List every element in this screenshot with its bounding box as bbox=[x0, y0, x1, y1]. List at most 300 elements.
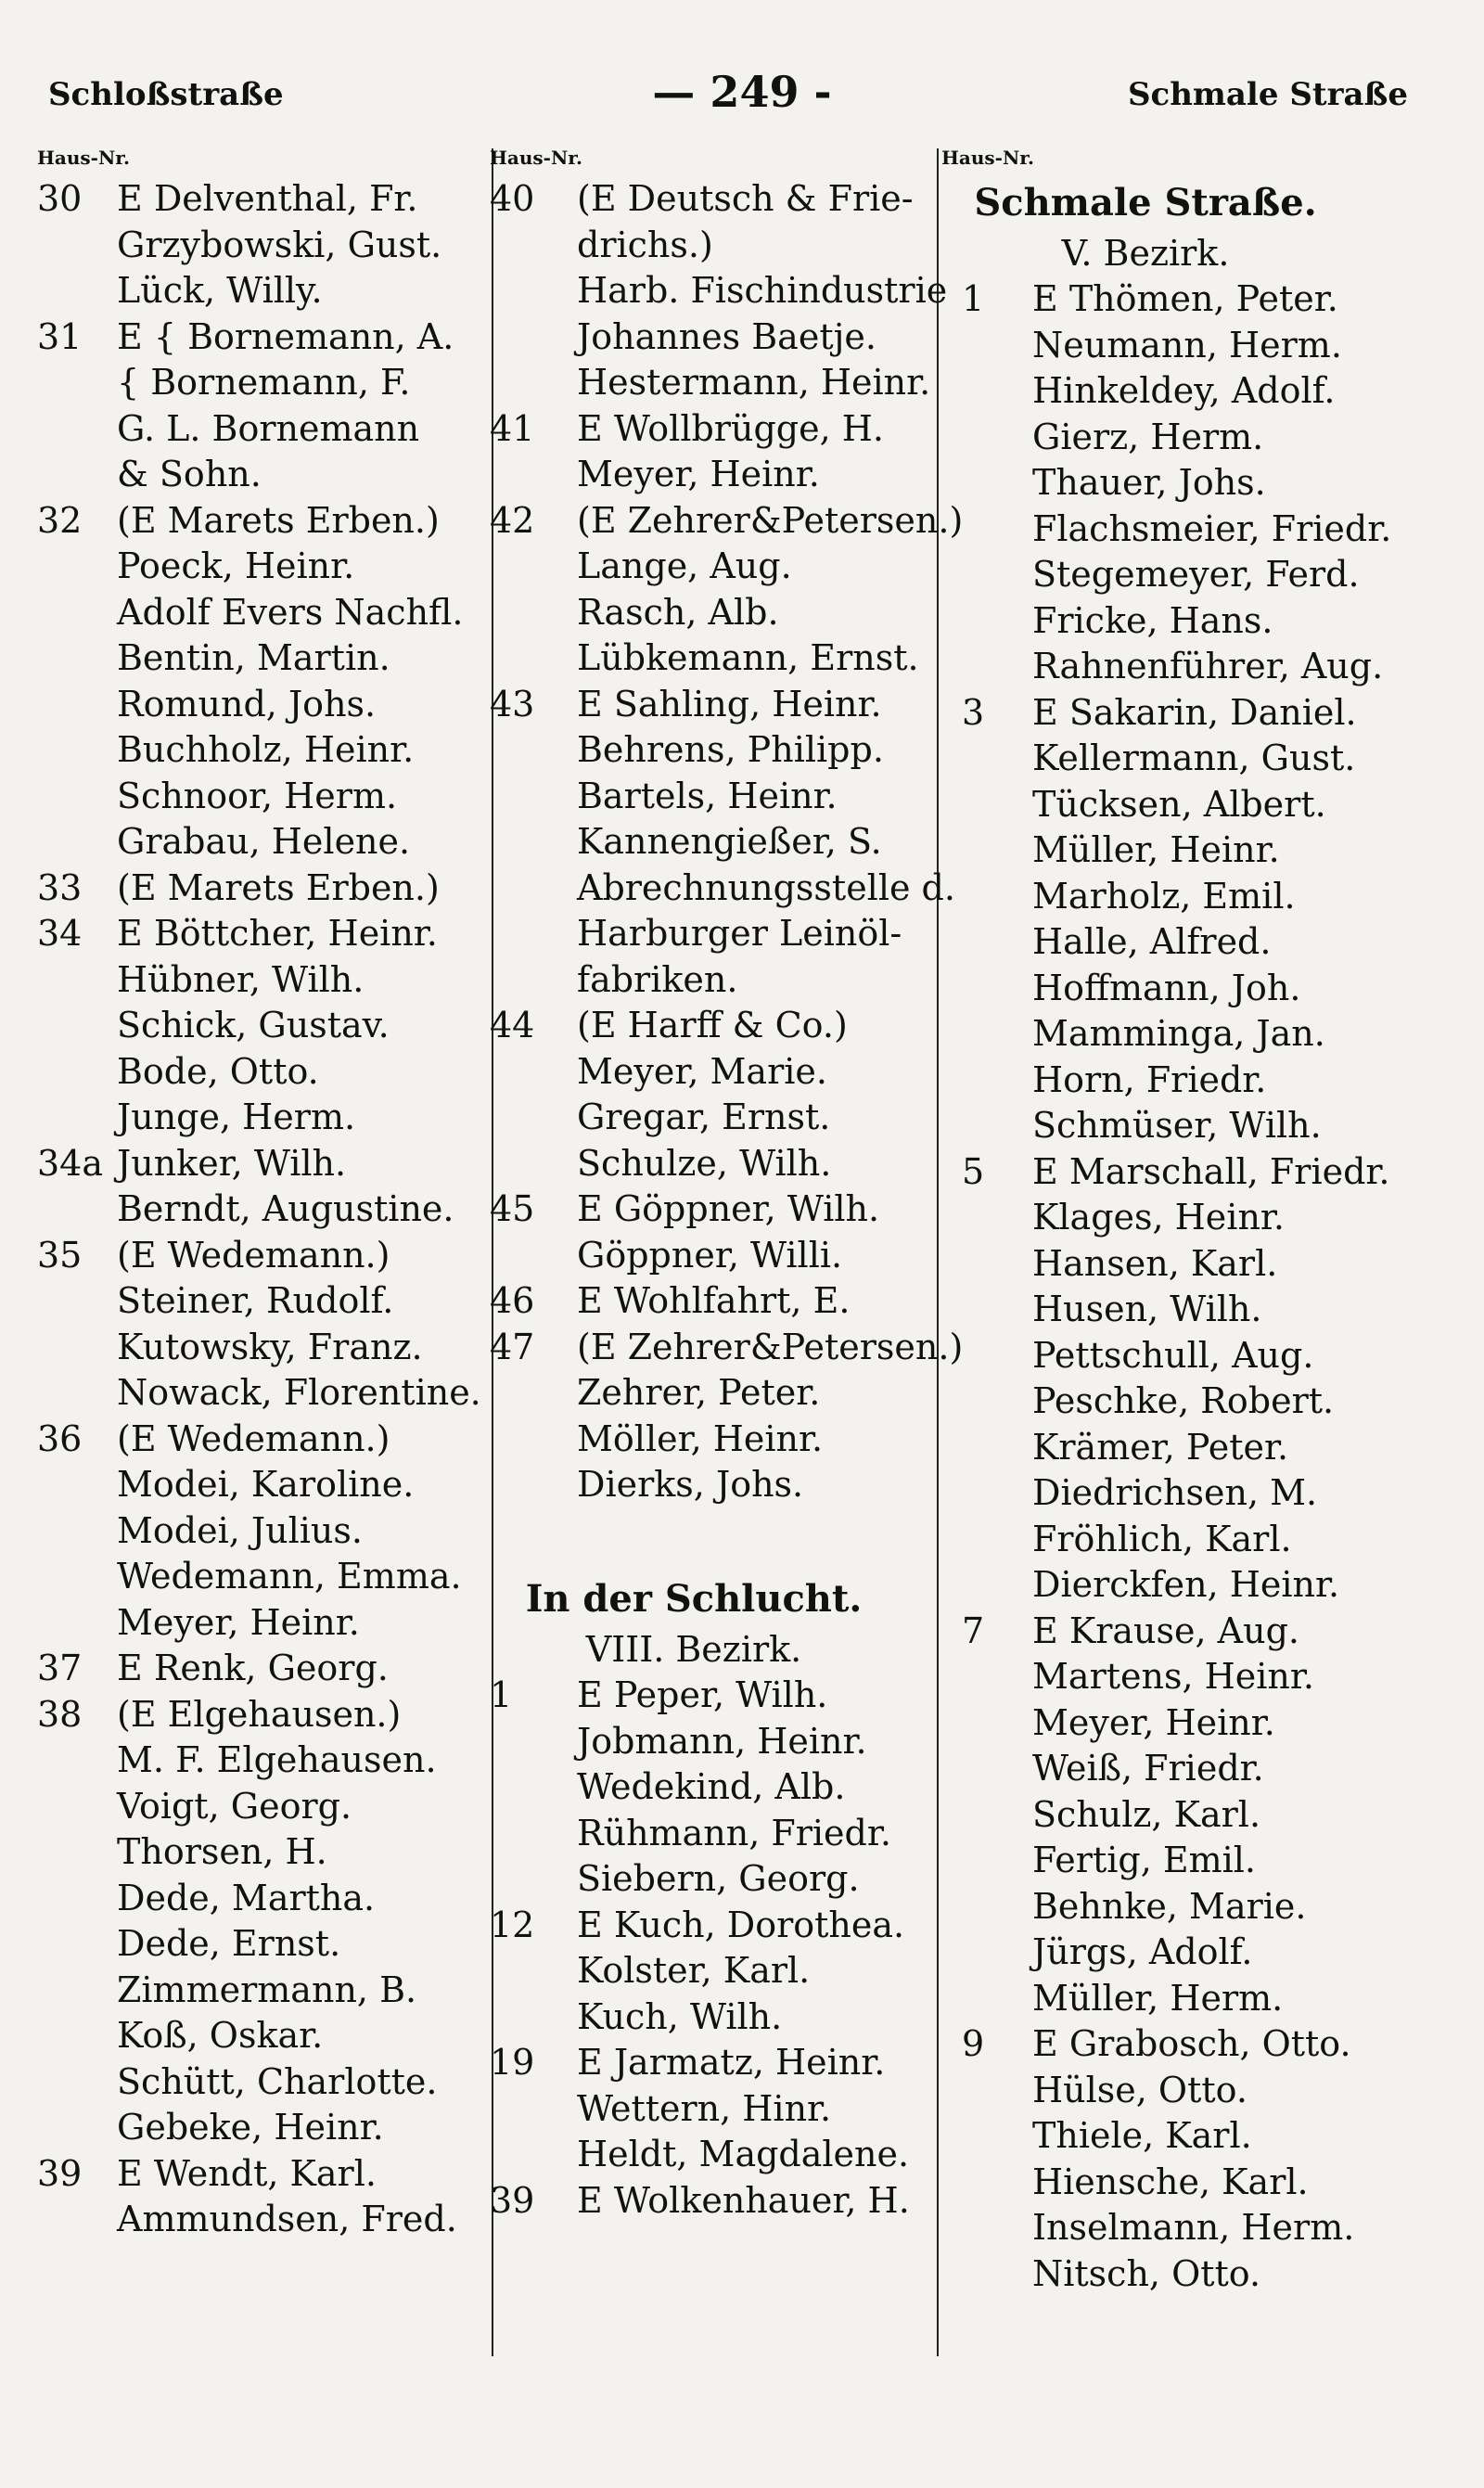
house-number: 31 bbox=[37, 315, 83, 357]
resident-name: Hansen, Karl. bbox=[1032, 1242, 1278, 1284]
resident-name: Inselmann, Herm. bbox=[1032, 2207, 1355, 2248]
list-item bbox=[37, 1325, 492, 1371]
resident-name: Jobmann, Heinr. bbox=[577, 1720, 867, 1762]
list-item bbox=[490, 544, 931, 590]
resident-name: Abrechnungsstelle d. bbox=[577, 866, 955, 908]
list-item bbox=[490, 1994, 931, 2041]
house-number: 40 bbox=[490, 178, 535, 219]
resident-name: Rasch, Alb. bbox=[577, 591, 779, 633]
list-item bbox=[941, 690, 1442, 737]
list-item bbox=[941, 1379, 1442, 1425]
resident-name: Dede, Ernst. bbox=[117, 1923, 341, 1964]
house-number: 34a bbox=[37, 1142, 104, 1184]
list-item bbox=[37, 1968, 492, 2014]
resident-name: E Göppner, Wilh. bbox=[577, 1188, 880, 1229]
list-item bbox=[37, 1554, 492, 1600]
resident-name: Stegemeyer, Ferd. bbox=[1032, 554, 1360, 595]
resident-name: Dede, Martha. bbox=[117, 1877, 376, 1918]
house-number: 36 bbox=[37, 1417, 83, 1459]
list-item bbox=[37, 1646, 492, 1692]
house-number: 19 bbox=[490, 2042, 535, 2083]
list-item bbox=[37, 452, 492, 498]
list-item bbox=[37, 406, 492, 453]
resident-name: M. F. Elgehausen. bbox=[117, 1739, 437, 1780]
header-right-street: Schmale Straße bbox=[1127, 76, 1408, 113]
list-item bbox=[37, 1095, 492, 1141]
resident-name: Lück, Willy. bbox=[117, 270, 323, 311]
list-item bbox=[941, 2068, 1442, 2114]
list-item bbox=[490, 819, 931, 866]
entry-list bbox=[490, 1673, 931, 2224]
resident-name: (E Harff & Co.) bbox=[577, 1005, 848, 1045]
list-item bbox=[490, 1811, 931, 1857]
list-item bbox=[941, 736, 1442, 782]
resident-name: Steiner, Rudolf. bbox=[117, 1280, 394, 1321]
resident-name: Schnoor, Herm. bbox=[117, 775, 398, 816]
list-item bbox=[490, 590, 931, 636]
resident-name: fabriken. bbox=[577, 958, 738, 1000]
list-item bbox=[37, 1049, 492, 1096]
resident-name: Wettern, Hinr. bbox=[577, 2087, 832, 2129]
house-number: 39 bbox=[37, 2152, 83, 2194]
resident-name: Bentin, Martin. bbox=[117, 637, 390, 678]
resident-name: Lübkemann, Ernst. bbox=[577, 637, 919, 678]
resident-name: Fröhlich, Karl. bbox=[1032, 1518, 1292, 1559]
list-item bbox=[490, 360, 931, 406]
list-item bbox=[37, 1278, 492, 1325]
house-number: 37 bbox=[37, 1648, 83, 1688]
list-item bbox=[941, 1425, 1442, 1471]
resident-name: Kuch, Wilh. bbox=[577, 1995, 783, 2037]
list-item bbox=[37, 2105, 492, 2151]
list-item bbox=[941, 2160, 1442, 2206]
list-item bbox=[490, 1325, 964, 1371]
resident-name: Nitsch, Otto. bbox=[1032, 2252, 1261, 2294]
resident-name: Modei, Karoline. bbox=[117, 1464, 415, 1505]
resident-name: E Sahling, Heinr. bbox=[577, 683, 882, 725]
resident-name: Thorsen, H. bbox=[117, 1831, 327, 1872]
house-number: 42 bbox=[490, 499, 535, 541]
resident-name: { Bornemann, F. bbox=[117, 362, 411, 403]
house-number: 30 bbox=[37, 178, 83, 219]
list-item bbox=[490, 2178, 931, 2225]
resident-name: Gebeke, Heinr. bbox=[117, 2107, 384, 2148]
list-item bbox=[490, 2040, 931, 2086]
list-item bbox=[37, 1508, 492, 1555]
list-item bbox=[941, 1011, 1442, 1058]
list-item bbox=[37, 1417, 492, 1463]
house-number: 12 bbox=[490, 1904, 535, 1945]
resident-name: Dierks, Johs. bbox=[577, 1464, 804, 1505]
section-title: Schmale Straße. bbox=[974, 181, 1317, 224]
resident-name: (E Zehrer&Petersen.) bbox=[577, 499, 964, 541]
resident-name: Zimmermann, B. bbox=[117, 1969, 417, 2010]
column-1 bbox=[37, 139, 492, 2243]
resident-name: E Böttcher, Heinr. bbox=[117, 913, 438, 954]
resident-name: Kannengießer, S. bbox=[577, 821, 882, 862]
resident-name: (E Marets Erben.) bbox=[117, 866, 440, 908]
list-item bbox=[490, 866, 955, 912]
list-item bbox=[37, 1600, 492, 1647]
list-item bbox=[490, 2086, 931, 2133]
list-item bbox=[490, 223, 931, 269]
resident-name: Krämer, Peter. bbox=[1032, 1426, 1289, 1468]
list-item bbox=[37, 727, 492, 774]
list-item bbox=[941, 1103, 1442, 1149]
list-item bbox=[490, 1141, 931, 1187]
resident-name: Schmüser, Wilh. bbox=[1032, 1105, 1322, 1146]
resident-name: Johannes Baetje. bbox=[577, 315, 876, 357]
resident-name: (E Deutsch & Frie- bbox=[577, 178, 914, 219]
resident-name: Junge, Herm. bbox=[117, 1097, 356, 1137]
list-item bbox=[37, 635, 492, 682]
resident-name: E Sakarin, Daniel. bbox=[1032, 691, 1357, 733]
list-item bbox=[37, 2197, 492, 2243]
resident-name: Zehrer, Peter. bbox=[577, 1372, 821, 1413]
resident-name: drichs.) bbox=[577, 224, 713, 265]
resident-name: Horn, Friedr. bbox=[1032, 1058, 1267, 1100]
page-header bbox=[0, 67, 1484, 122]
resident-name: Siebern, Georg. bbox=[577, 1858, 860, 1899]
list-item bbox=[490, 1462, 931, 1508]
resident-name: Wedekind, Alb. bbox=[577, 1766, 846, 1807]
header-left-street: Schloßstraße bbox=[48, 76, 284, 113]
section-title: In der Schlucht. bbox=[525, 1577, 863, 1621]
list-item bbox=[490, 2132, 931, 2178]
resident-name: Hinkeldey, Adolf. bbox=[1032, 370, 1336, 411]
list-item bbox=[37, 1186, 492, 1233]
resident-name: Bode, Otto. bbox=[117, 1050, 319, 1092]
list-item bbox=[490, 1003, 931, 1049]
list-item bbox=[37, 498, 492, 545]
resident-name: E Grabosch, Otto. bbox=[1032, 2023, 1351, 2064]
house-number: 43 bbox=[490, 683, 535, 725]
resident-name: Husen, Wilh. bbox=[1032, 1289, 1262, 1329]
resident-name: Flachsmeier, Friedr. bbox=[1032, 507, 1392, 549]
list-item bbox=[941, 1517, 1442, 1563]
list-item bbox=[941, 1654, 1442, 1700]
resident-name: Weiß, Friedr. bbox=[1032, 1748, 1264, 1789]
list-item bbox=[490, 498, 964, 545]
page-number: — 249 - bbox=[652, 67, 832, 117]
list-item bbox=[941, 874, 1442, 920]
list-item bbox=[490, 1370, 931, 1417]
resident-name: Heldt, Magdalene. bbox=[577, 2134, 910, 2174]
resident-name: G. L. Bornemann bbox=[117, 407, 420, 449]
resident-name: Müller, Herm. bbox=[1032, 1977, 1284, 2019]
resident-name: Thiele, Karl. bbox=[1032, 2115, 1252, 2156]
resident-name: Voigt, Georg. bbox=[117, 1785, 352, 1827]
list-item bbox=[941, 1930, 1442, 1976]
list-item bbox=[941, 1149, 1442, 1196]
house-number: 34 bbox=[37, 913, 83, 954]
resident-name: Hiensche, Karl. bbox=[1032, 2161, 1309, 2202]
resident-name: Modei, Julius. bbox=[117, 1509, 363, 1551]
list-item bbox=[490, 957, 931, 1004]
resident-name: E Peper, Wilh. bbox=[577, 1674, 828, 1715]
list-item bbox=[37, 911, 492, 957]
resident-name: (E Wedemann.) bbox=[117, 1417, 390, 1459]
list-item bbox=[490, 1417, 931, 1463]
list-item bbox=[37, 1692, 492, 1738]
list-item bbox=[941, 919, 1442, 966]
list-item bbox=[941, 827, 1442, 874]
resident-name: Dierckfen, Heinr. bbox=[1032, 1564, 1340, 1605]
resident-name: Junker, Wilh. bbox=[117, 1142, 347, 1184]
list-item bbox=[37, 314, 492, 361]
entry-list bbox=[37, 176, 492, 2243]
list-item bbox=[941, 1287, 1442, 1333]
list-item bbox=[490, 1719, 931, 1765]
resident-name: Tücksen, Albert. bbox=[1032, 783, 1326, 825]
resident-name: Gierz, Herm. bbox=[1032, 416, 1264, 457]
resident-name: E { Bornemann, A. bbox=[117, 315, 454, 357]
resident-name: E Thömen, Peter. bbox=[1032, 278, 1338, 319]
resident-name: Göppner, Willi. bbox=[577, 1234, 843, 1276]
entry-list bbox=[941, 276, 1442, 2297]
list-item bbox=[941, 598, 1442, 645]
list-item bbox=[37, 1233, 492, 1279]
resident-name: Jürgs, Adolf. bbox=[1032, 1931, 1253, 1972]
house-number: 47 bbox=[490, 1326, 535, 1367]
house-number: 33 bbox=[37, 866, 83, 908]
list-item bbox=[490, 1903, 931, 1949]
resident-name: E Krause, Aug. bbox=[1032, 1610, 1299, 1651]
list-item bbox=[37, 1921, 492, 1968]
resident-name: Schick, Gustav. bbox=[117, 1005, 390, 1045]
list-item bbox=[37, 1141, 492, 1187]
list-item bbox=[490, 268, 948, 314]
list-item bbox=[37, 1370, 492, 1417]
list-item bbox=[37, 682, 492, 728]
list-item bbox=[490, 911, 931, 957]
resident-name: Schulz, Karl. bbox=[1032, 1793, 1261, 1835]
list-item bbox=[37, 268, 492, 314]
resident-name: E Wendt, Karl. bbox=[117, 2152, 377, 2194]
resident-name: Möller, Heinr. bbox=[577, 1417, 824, 1459]
resident-name: Ammundsen, Fred. bbox=[117, 2199, 457, 2239]
resident-name: Diedrichsen, M. bbox=[1032, 1472, 1318, 1513]
list-item bbox=[37, 1738, 492, 1784]
list-item bbox=[37, 1003, 492, 1049]
resident-name: Fertig, Emil. bbox=[1032, 1840, 1257, 1880]
resident-name: E Marschall, Friedr. bbox=[1032, 1150, 1390, 1192]
list-item bbox=[941, 2021, 1442, 2068]
house-number: 45 bbox=[490, 1188, 535, 1229]
list-item bbox=[941, 1195, 1442, 1241]
list-item bbox=[941, 1792, 1442, 1839]
resident-name: Harb. Fischindustrie bbox=[577, 270, 948, 311]
section-district: V. Bezirk. bbox=[1061, 233, 1230, 274]
list-item bbox=[490, 406, 931, 453]
resident-name: Marholz, Emil. bbox=[1032, 875, 1296, 917]
house-number: 32 bbox=[37, 499, 83, 541]
resident-name: Kolster, Karl. bbox=[577, 1950, 811, 1991]
list-item bbox=[37, 774, 492, 820]
resident-name: E Wollbrügge, H. bbox=[577, 407, 884, 449]
resident-name: Meyer, Heinr. bbox=[117, 1601, 360, 1643]
resident-name: Hülse, Otto. bbox=[1032, 2069, 1247, 2110]
list-item bbox=[37, 1462, 492, 1508]
resident-name: Mamminga, Jan. bbox=[1032, 1013, 1325, 1054]
resident-name: Meyer, Marie. bbox=[577, 1050, 827, 1092]
list-item bbox=[490, 1049, 931, 1096]
list-item bbox=[490, 774, 931, 820]
resident-name: Meyer, Heinr. bbox=[1032, 1701, 1275, 1743]
list-item bbox=[941, 782, 1442, 828]
resident-name: Romund, Johs. bbox=[117, 683, 377, 725]
house-number-caption: Haus-Nr. bbox=[37, 147, 130, 169]
resident-name: Behrens, Philipp. bbox=[577, 729, 884, 770]
column-divider bbox=[937, 148, 939, 2356]
list-item bbox=[941, 966, 1442, 1012]
resident-name: Gregar, Ernst. bbox=[577, 1097, 831, 1137]
list-item bbox=[37, 866, 492, 912]
house-number: 38 bbox=[37, 1693, 83, 1735]
list-item bbox=[941, 2113, 1442, 2160]
resident-name: Rahnenführer, Aug. bbox=[1032, 646, 1384, 686]
resident-name: Behnke, Marie. bbox=[1032, 1885, 1307, 1927]
section-district: VIII. Bezirk. bbox=[585, 1629, 802, 1670]
resident-name: Hoffmann, Joh. bbox=[1032, 967, 1301, 1008]
resident-name: Hestermann, Heinr. bbox=[577, 362, 931, 403]
list-item bbox=[941, 1976, 1442, 2022]
list-item bbox=[37, 590, 492, 636]
list-item bbox=[37, 1876, 492, 1922]
resident-name: Grzybowski, Gust. bbox=[117, 224, 442, 265]
list-item bbox=[941, 323, 1442, 369]
list-item bbox=[490, 452, 931, 498]
list-item bbox=[941, 1333, 1442, 1379]
list-item bbox=[490, 176, 931, 223]
resident-name: (E Zehrer&Petersen.) bbox=[577, 1326, 964, 1367]
list-item bbox=[490, 314, 931, 361]
house-number: 46 bbox=[490, 1280, 535, 1321]
list-item bbox=[490, 1233, 931, 1279]
resident-name: Thauer, Johs. bbox=[1032, 462, 1266, 503]
list-item bbox=[490, 1673, 931, 1719]
list-item bbox=[941, 1838, 1442, 1884]
resident-name: E Jarmatz, Heinr. bbox=[577, 2042, 886, 2083]
list-item bbox=[37, 1784, 492, 1830]
resident-name: Hübner, Wilh. bbox=[117, 958, 365, 1000]
resident-name: Buchholz, Heinr. bbox=[117, 729, 415, 770]
list-item bbox=[490, 1856, 931, 1903]
resident-name: Pettschull, Aug. bbox=[1032, 1334, 1314, 1376]
house-number-caption: Haus-Nr. bbox=[490, 147, 582, 169]
resident-name: Bartels, Heinr. bbox=[577, 775, 838, 816]
house-number: 39 bbox=[490, 2179, 535, 2221]
entry-list bbox=[490, 176, 964, 1508]
list-item bbox=[941, 507, 1442, 553]
list-item bbox=[941, 460, 1442, 507]
resident-name: Berndt, Augustine. bbox=[117, 1188, 454, 1229]
list-item bbox=[941, 2205, 1442, 2251]
house-number: 1 bbox=[490, 1674, 513, 1715]
resident-name: Harburger Leinöl- bbox=[577, 913, 902, 954]
house-number: 44 bbox=[490, 1005, 535, 1045]
list-item bbox=[37, 819, 492, 866]
list-item bbox=[37, 2013, 492, 2059]
resident-name: Koß, Oskar. bbox=[117, 2015, 324, 2056]
resident-name: Grabau, Helene. bbox=[117, 821, 411, 862]
list-item bbox=[941, 1470, 1442, 1517]
house-number-caption: Haus-Nr. bbox=[941, 147, 1034, 169]
resident-name: (E Elgehausen.) bbox=[117, 1693, 402, 1735]
resident-name: Klages, Heinr. bbox=[1032, 1197, 1285, 1238]
resident-name: Rühmann, Friedr. bbox=[577, 1812, 891, 1853]
resident-name: Schulze, Wilh. bbox=[577, 1142, 832, 1184]
house-number: 35 bbox=[37, 1234, 83, 1276]
list-item bbox=[941, 415, 1442, 461]
list-item bbox=[490, 1764, 931, 1811]
list-item bbox=[941, 644, 1442, 690]
list-item bbox=[941, 2251, 1442, 2298]
resident-name: Adolf Evers Nachfl. bbox=[117, 591, 464, 633]
list-item bbox=[490, 1948, 931, 1994]
house-number: 7 bbox=[962, 1610, 985, 1651]
list-item bbox=[941, 552, 1442, 598]
resident-name: Schütt, Charlotte. bbox=[117, 2060, 438, 2102]
list-item bbox=[37, 544, 492, 590]
list-item bbox=[941, 1700, 1442, 1747]
list-item bbox=[941, 276, 1442, 323]
resident-name: Wedemann, Emma. bbox=[117, 1556, 462, 1597]
list-item bbox=[941, 368, 1442, 415]
list-item bbox=[37, 223, 492, 269]
list-item bbox=[941, 1884, 1442, 1930]
list-item bbox=[37, 2151, 492, 2198]
list-item bbox=[490, 1186, 931, 1233]
list-item bbox=[490, 682, 931, 728]
list-item bbox=[490, 727, 931, 774]
resident-name: Meyer, Heinr. bbox=[577, 454, 820, 494]
resident-name: Fricke, Hans. bbox=[1032, 599, 1273, 641]
column-2 bbox=[490, 139, 964, 2224]
resident-name: E Delventhal, Fr. bbox=[117, 178, 418, 219]
resident-name: Nowack, Florentine. bbox=[117, 1372, 481, 1413]
column-3 bbox=[941, 139, 1442, 2297]
list-item bbox=[37, 1829, 492, 1876]
resident-name: (E Wedemann.) bbox=[117, 1234, 390, 1276]
resident-name: E Wolkenhauer, H. bbox=[577, 2179, 910, 2221]
list-item bbox=[941, 1746, 1442, 1792]
resident-name: Kutowsky, Franz. bbox=[117, 1326, 423, 1367]
house-number: 41 bbox=[490, 407, 535, 449]
resident-name: E Renk, Georg. bbox=[117, 1648, 389, 1688]
resident-name: & Sohn. bbox=[117, 454, 262, 494]
list-item bbox=[941, 1241, 1442, 1288]
house-number: 3 bbox=[962, 691, 985, 733]
house-number: 5 bbox=[962, 1150, 985, 1192]
list-item bbox=[941, 1058, 1442, 1104]
list-item bbox=[941, 1609, 1442, 1655]
resident-name: Poeck, Heinr. bbox=[117, 545, 355, 586]
resident-name: Kellermann, Gust. bbox=[1032, 737, 1356, 778]
list-item bbox=[490, 635, 931, 682]
resident-name: (E Marets Erben.) bbox=[117, 499, 440, 541]
resident-name: E Wohlfahrt, E. bbox=[577, 1280, 851, 1321]
list-item bbox=[941, 1562, 1442, 1609]
list-item bbox=[490, 1095, 931, 1141]
house-number: 9 bbox=[962, 2023, 985, 2064]
resident-name: Peschke, Robert. bbox=[1032, 1380, 1335, 1421]
resident-name: Müller, Heinr. bbox=[1032, 829, 1280, 870]
resident-name: Neumann, Herm. bbox=[1032, 324, 1342, 366]
list-item bbox=[37, 957, 492, 1004]
list-item bbox=[37, 2059, 492, 2106]
resident-name: Halle, Alfred. bbox=[1032, 921, 1272, 962]
